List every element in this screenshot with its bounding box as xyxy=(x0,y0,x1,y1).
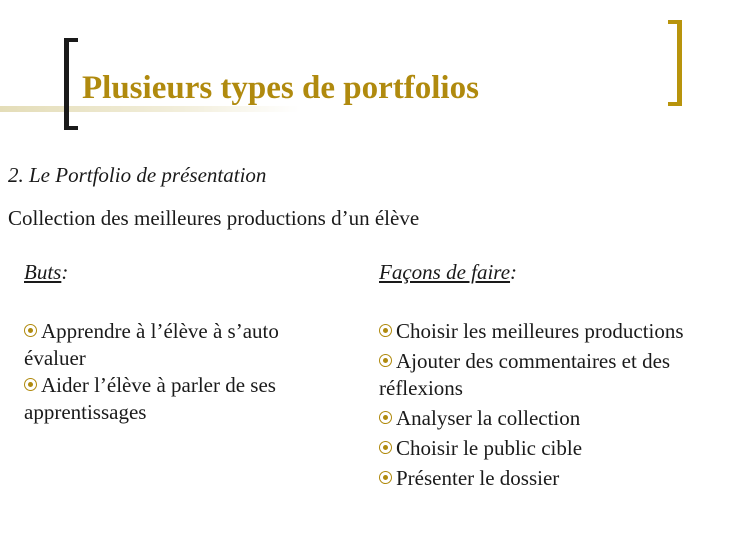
list-item: Présenter le dossier xyxy=(379,465,719,492)
slide-title: Plusieurs types de portfolios xyxy=(82,70,479,106)
list-item: Ajouter des commentaires et des réflexions xyxy=(379,349,671,400)
left-column-list xyxy=(24,318,344,426)
left-column-heading: Buts: xyxy=(24,260,69,284)
right-column-heading: Façons de faire: xyxy=(379,260,518,284)
bullseye-bullet-icon xyxy=(379,324,392,337)
bullseye-bullet-icon xyxy=(379,471,392,484)
bullseye-bullet-icon xyxy=(24,378,37,391)
list-item: Analyser la collection xyxy=(379,405,719,432)
bullseye-bullet-icon xyxy=(379,441,392,454)
list-item: Apprendre à l’élève à s’auto évaluer xyxy=(24,319,279,370)
list-item: Choisir le public cible xyxy=(379,435,719,462)
right-column-list xyxy=(379,318,719,492)
right-bracket-decoration xyxy=(668,20,682,106)
bullseye-bullet-icon xyxy=(379,411,392,424)
left-bracket-decoration xyxy=(64,38,78,130)
list-item: Aider l’élève à parler de ses apprentissages xyxy=(24,373,276,424)
buts-heading-label: Buts xyxy=(24,260,62,284)
facons-heading-label: Façons de faire xyxy=(379,260,511,284)
intro-text: Collection des meilleures productions d’un élève xyxy=(8,206,420,230)
bullseye-bullet-icon xyxy=(24,324,37,337)
bullseye-bullet-icon xyxy=(379,354,392,367)
list-item: Choisir les meilleures productions xyxy=(379,318,719,345)
slide-subtitle: 2. Le Portfolio de présentation xyxy=(8,163,267,187)
